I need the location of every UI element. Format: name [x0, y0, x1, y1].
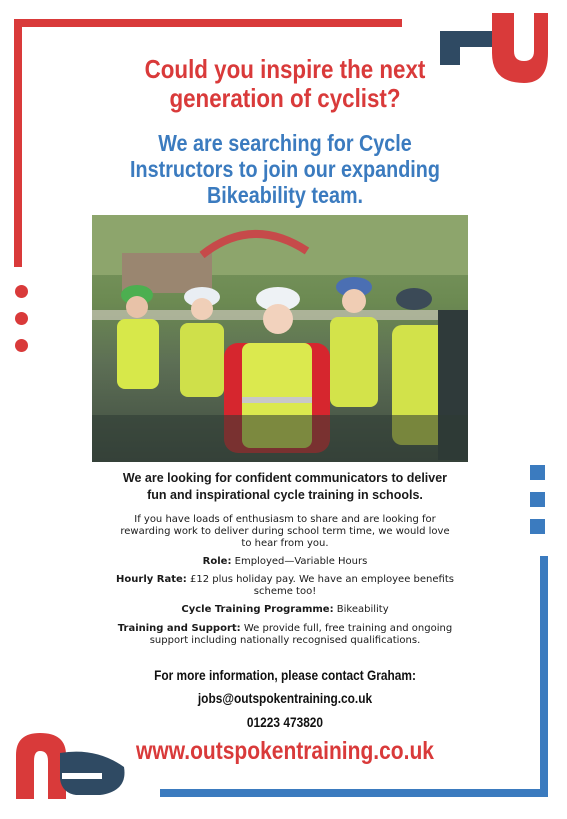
logo-mark-bottom-left	[16, 733, 128, 799]
subheadline-line-2: Instructors to join our expanding	[130, 156, 440, 182]
logo-red-n-shape	[16, 733, 66, 799]
decor-square	[530, 492, 545, 507]
child-figure	[180, 287, 224, 397]
decor-square	[530, 519, 545, 534]
intro-line-3: to hear from you.	[241, 538, 329, 549]
lead-line-1: We are looking for confident communicators to deliver	[122, 471, 448, 485]
subheadline-line-3: Bikeability team.	[206, 182, 364, 208]
website-link[interactable]: www.outspokentraining.co.uk	[136, 737, 434, 765]
decor-dot	[15, 285, 28, 298]
lead-paragraph	[92, 470, 478, 504]
logo-mark-top-right	[440, 13, 548, 83]
rate-paragraph	[92, 574, 478, 598]
subheadline-line-1: We are searching for Cycle	[158, 130, 412, 156]
intro-paragraph	[92, 514, 478, 550]
frame-bottom-blue-bar	[160, 789, 548, 797]
intro-line-2: rewarding work to deliver during school term time, we would love	[120, 526, 450, 537]
training-value-1: We provide full, free training and ongoing	[243, 623, 453, 634]
frame-left-red-bar	[14, 19, 22, 267]
programme-value: Bikeability	[336, 604, 389, 615]
intro-line-1: If you have loads of enthusiasm to share and are looking for	[134, 514, 436, 525]
children-cyclists-photo	[92, 215, 468, 462]
rate-label: Hourly Rate:	[116, 574, 187, 585]
headline-line-1: Could you inspire the next	[144, 54, 426, 84]
logo-red-u-shape	[492, 13, 548, 83]
rate-value-2: scheme too!	[253, 586, 317, 597]
contact-phone[interactable]: 01223 473820	[246, 714, 324, 730]
decor-dot	[15, 312, 28, 325]
sub-headline	[117, 130, 452, 208]
role-value: Employed—Variable Hours	[234, 556, 368, 567]
training-value-2: support including nationally recognised qualifications.	[149, 635, 421, 646]
decor-square	[530, 465, 545, 480]
role-label: Role:	[202, 556, 232, 567]
lead-line-2: fun and inspirational cycle training in schools.	[147, 488, 423, 502]
role-line	[92, 556, 478, 568]
programme-label: Cycle Training Programme:	[181, 604, 334, 615]
child-figure	[117, 285, 159, 389]
contact-heading: For more information, please contact Graham:	[154, 667, 416, 683]
child-figure	[330, 277, 378, 407]
photo-illustration	[92, 215, 468, 462]
rate-value-1: £12 plus holiday pay. We have an employee benefits	[189, 574, 454, 585]
training-label: Training and Support:	[117, 623, 241, 634]
programme-line	[92, 604, 478, 616]
main-headline	[117, 55, 452, 113]
training-paragraph	[92, 623, 478, 647]
frame-right-blue-bar	[540, 556, 548, 797]
frame-top-red-bar	[14, 19, 402, 27]
decor-dot	[15, 339, 28, 352]
contact-email-link[interactable]: jobs@outspokentraining.co.uk	[197, 690, 373, 706]
headline-line-2: generation of cyclist?	[169, 83, 401, 113]
logo-white-stripe	[62, 773, 102, 779]
